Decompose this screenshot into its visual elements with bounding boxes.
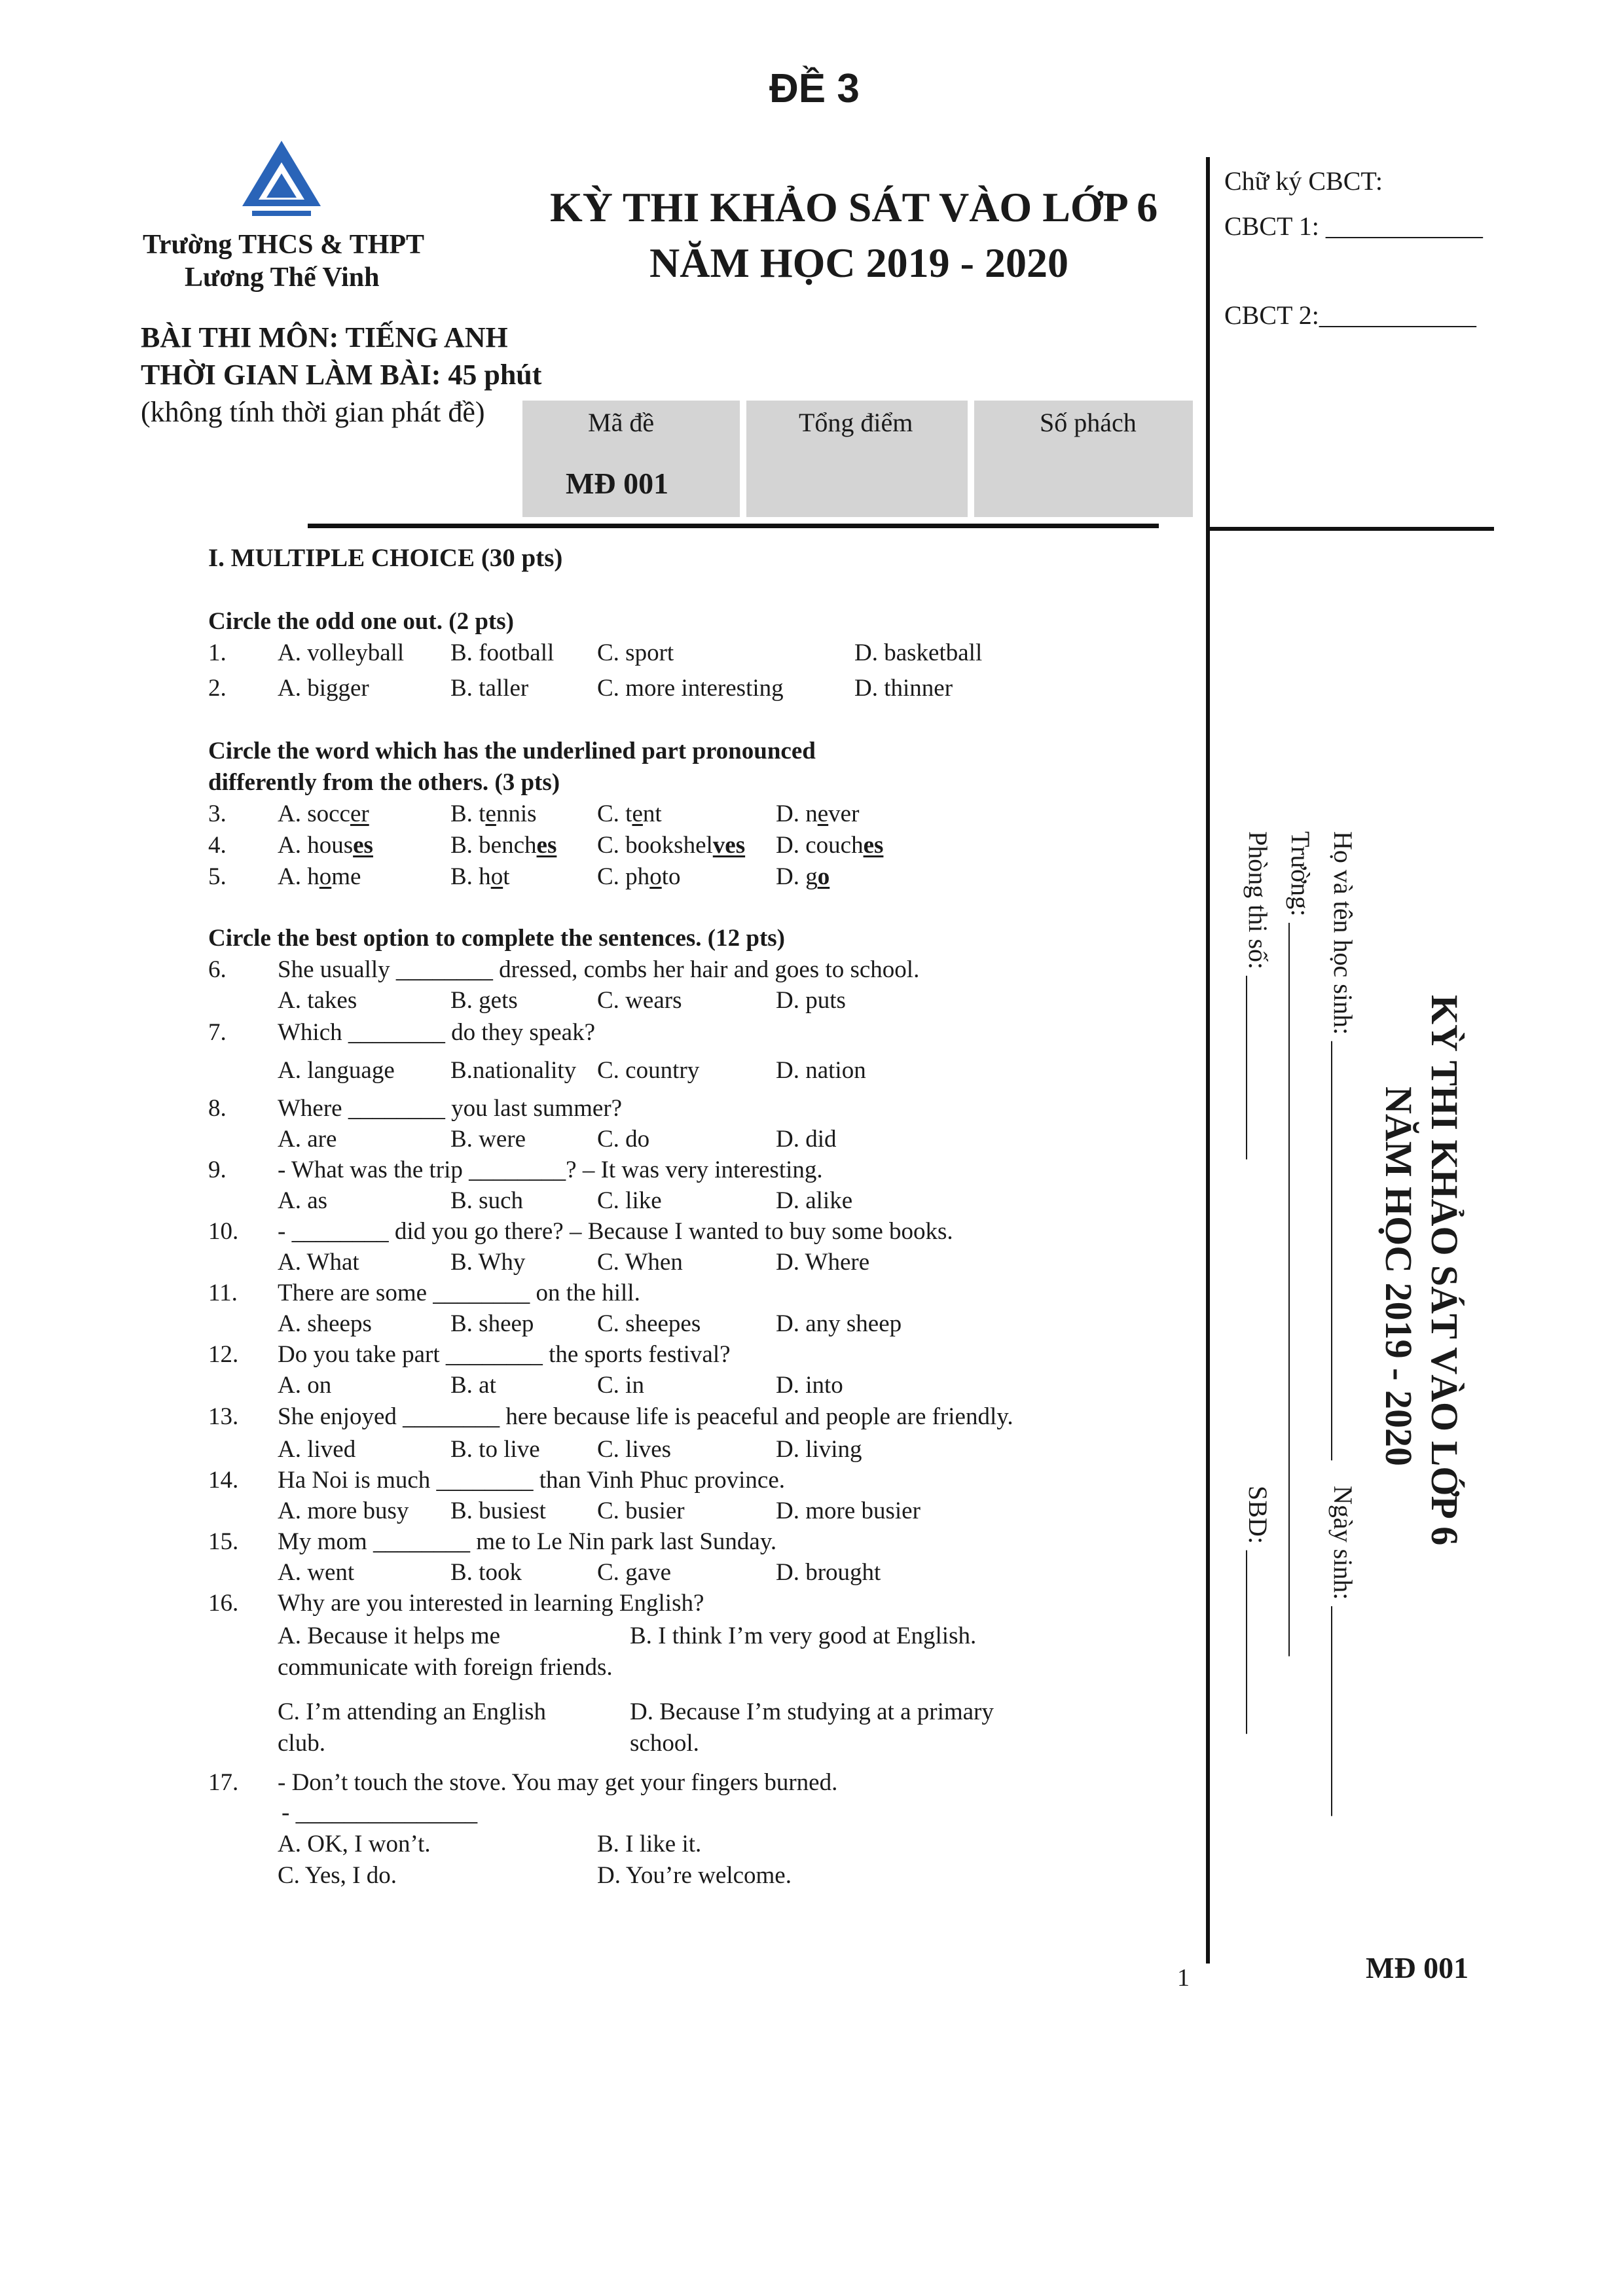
q10-stem: - ________ did you go there? – Because I wanted to buy some books.: [278, 1218, 953, 1245]
q12-opt-d: D. into: [776, 1372, 843, 1399]
q10-opt-b: B. Why: [450, 1249, 526, 1276]
q5-b-post: t: [503, 863, 510, 890]
q10-opt-a: A. What: [278, 1249, 359, 1276]
page-number: 1: [1177, 1964, 1190, 1992]
q5-a-underlined: o: [319, 863, 332, 890]
q12-stem: Do you take part ________ the sports festival?: [278, 1341, 731, 1368]
q1-opt-c: C. sport: [597, 639, 674, 666]
q16-opt-d-line2: school.: [630, 1730, 699, 1757]
exam-title-line1: KỲ THI KHẢO SÁT VÀO LỚP 6: [550, 184, 1158, 230]
q4-d-underlined: es: [863, 832, 884, 859]
triangle-logo-icon: [239, 137, 324, 223]
q3-b-pre: B. t: [450, 800, 486, 827]
q7-opt-a: A. language: [278, 1057, 395, 1084]
q16-opt-c-line2: club.: [278, 1730, 325, 1757]
q8-opt-b: B. were: [450, 1126, 526, 1153]
q5-d-underlined: o: [817, 863, 830, 890]
q14-stem: Ha Noi is much ________ than Vinh Phuc province.: [278, 1467, 786, 1494]
q7-opt-d: D. nation: [776, 1057, 866, 1084]
q11-stem: There are some ________ on the hill.: [278, 1280, 640, 1306]
so-phach-label: Số phách: [1040, 408, 1137, 437]
q12-num: 12.: [208, 1341, 239, 1368]
q1-num: 1.: [208, 639, 227, 666]
q1-opt-d: D. basketball: [854, 639, 983, 666]
q4-c-underlined: ves: [712, 832, 746, 859]
q6-num: 6.: [208, 956, 227, 983]
school-logo: [239, 137, 324, 223]
q3-num: 3.: [208, 800, 227, 827]
q5-c-underlined: o: [649, 863, 662, 890]
q4-num: 4.: [208, 832, 227, 859]
part-c-instruction: Circle the best option to complete the sentences. (12 pts): [208, 925, 785, 952]
q8-num: 8.: [208, 1095, 227, 1122]
q4-opt-a: [278, 831, 373, 860]
q15-stem: My mom ________ me to Le Nin park last Sunday.: [278, 1528, 777, 1555]
q11-opt-c: C. sheepes: [597, 1310, 701, 1337]
q3-a-pre: A. socc: [278, 800, 350, 827]
q17-blank: - _______________: [282, 1799, 478, 1826]
q2-opt-a: A. bigger: [278, 675, 369, 702]
q8-opt-c: C. do: [597, 1126, 650, 1153]
q9-num: 9.: [208, 1157, 227, 1183]
q3-c-post: nt: [642, 800, 662, 827]
q5-a-post: me: [331, 863, 361, 890]
q16-opt-a-line1: A. Because it helps me: [278, 1623, 501, 1649]
duration-note: (không tính thời gian phát đề): [141, 396, 485, 428]
q5-opt-d: [776, 863, 830, 891]
q16-stem: Why are you interested in learning English?: [278, 1590, 704, 1617]
subject: BÀI THI MÔN: TIẾNG ANH: [141, 321, 508, 353]
q14-opt-b: B. busiest: [450, 1498, 546, 1524]
q11-opt-a: A. sheeps: [278, 1310, 372, 1337]
q5-d-pre: D. g: [776, 863, 818, 890]
q13-num: 13.: [208, 1403, 239, 1430]
q17-opt-c: C. Yes, I do.: [278, 1862, 397, 1889]
q4-b-underlined: es: [536, 832, 557, 859]
q15-opt-c: C. gave: [597, 1559, 672, 1586]
q5-opt-c: [597, 863, 680, 891]
q2-opt-c: C. more interesting: [597, 675, 784, 702]
ma-de-label: Mã đề: [588, 408, 655, 437]
part-b-instruction-1: Circle the word which has the underlined part pronounced: [208, 738, 816, 764]
q12-opt-b: B. at: [450, 1372, 496, 1399]
q6-opt-d: D. puts: [776, 987, 846, 1014]
q15-opt-d: D. brought: [776, 1559, 881, 1586]
q9-opt-c: C. like: [597, 1187, 662, 1214]
q9-stem: - What was the trip ________? – It was very interesting.: [278, 1157, 823, 1183]
q10-opt-c: C. When: [597, 1249, 683, 1276]
q3-opt-b: [450, 800, 537, 829]
q4-a-underlined: es: [353, 832, 373, 859]
q7-opt-c: C. country: [597, 1057, 700, 1084]
tong-diem-box: [746, 401, 968, 517]
footer-code: MĐ 001: [1366, 1951, 1469, 1984]
q7-opt-b: B.nationality: [450, 1057, 577, 1084]
q17-opt-b: B. I like it.: [597, 1831, 702, 1857]
q4-b-pre: B. bench: [450, 832, 537, 859]
q8-stem: Where ________ you last summer?: [278, 1095, 623, 1122]
side-divider: [1206, 527, 1494, 531]
side-room: Phòng thi số: ______________: [1243, 831, 1273, 1160]
q4-opt-b: [450, 831, 556, 860]
q15-opt-a: A. went: [278, 1559, 355, 1586]
part-a-instruction: Circle the odd one out. (2 pts): [208, 608, 514, 635]
ma-de-value: MĐ 001: [566, 467, 669, 500]
q3-a-underlined: er: [350, 800, 369, 827]
q6-stem: She usually ________ dressed, combs her hair and goes to school.: [278, 956, 920, 983]
q14-num: 14.: [208, 1467, 239, 1494]
section1-title: I. MULTIPLE CHOICE: [208, 544, 475, 572]
q5-b-underlined: o: [490, 863, 503, 890]
q3-d-post: ver: [828, 800, 860, 827]
q10-opt-d: D. Where: [776, 1249, 870, 1276]
q1-opt-b: B. football: [450, 639, 555, 666]
q16-opt-b: B. I think I’m very good at English.: [630, 1623, 977, 1649]
q17-num: 17.: [208, 1769, 239, 1796]
q3-opt-d: [776, 800, 859, 829]
q3-b-underlined: e: [485, 800, 496, 827]
q4-c-pre: C. bookshel: [597, 832, 713, 859]
q7-stem: Which ________ do they speak?: [278, 1019, 595, 1046]
side-dob: Ngày sinh: ________________: [1328, 1486, 1358, 1816]
part-b-instruction-2: differently from the others. (3 pts): [208, 769, 560, 796]
q16-opt-d-line1: D. Because I’m studying at a primary: [630, 1698, 994, 1725]
q3-opt-c: [597, 800, 662, 829]
q12-opt-c: C. in: [597, 1372, 644, 1399]
cut-line: [1206, 157, 1210, 1964]
q3-b-post: nnis: [496, 800, 537, 827]
q2-opt-b: B. taller: [450, 675, 529, 702]
q13-opt-c: C. lives: [597, 1436, 672, 1463]
q5-c-post: to: [661, 863, 681, 890]
q2-num: 2.: [208, 675, 227, 702]
q13-opt-d: D. living: [776, 1436, 862, 1463]
q17-stem: - Don’t touch the stove. You may get your fingers burned.: [278, 1769, 838, 1796]
ma-de-box: [522, 401, 740, 517]
header-divider: [308, 524, 1159, 528]
duration: THỜI GIAN LÀM BÀI: 45 phút: [141, 359, 542, 391]
side-student-name: Họ và tên học sinh: ________________________________: [1328, 831, 1358, 1461]
q1-opt-a: A. volleyball: [278, 639, 405, 666]
q3-c-underlined: e: [632, 800, 643, 827]
page-label: ĐỀ 3: [769, 66, 860, 111]
q12-opt-a: A. on: [278, 1372, 332, 1399]
q9-opt-a: A. as: [278, 1187, 328, 1214]
cbct1-line: CBCT 1: ____________: [1224, 211, 1483, 241]
q13-opt-a: A. lived: [278, 1436, 356, 1463]
q11-opt-d: D. any sheep: [776, 1310, 902, 1337]
q6-opt-c: C. wears: [597, 987, 682, 1014]
q5-opt-a: [278, 863, 361, 891]
side-sbd: SBD: ______________: [1243, 1486, 1273, 1734]
q13-opt-b: B. to live: [450, 1436, 540, 1463]
q6-opt-b: B. gets: [450, 987, 518, 1014]
q10-num: 10.: [208, 1218, 239, 1245]
q9-opt-b: B. such: [450, 1187, 523, 1214]
q4-a-pre: A. hous: [278, 832, 354, 859]
q17-opt-a: A. OK, I won’t.: [278, 1831, 431, 1857]
q7-num: 7.: [208, 1019, 227, 1046]
q2-opt-d: D. thinner: [854, 675, 953, 702]
q6-opt-a: A. takes: [278, 987, 357, 1014]
invigilator-title: Chữ ký CBCT:: [1224, 166, 1383, 196]
q9-opt-d: D. alike: [776, 1187, 853, 1214]
q15-opt-b: B. took: [450, 1559, 522, 1586]
q16-opt-c-line1: C. I’m attending an English: [278, 1698, 547, 1725]
q17-opt-d: D. You’re welcome.: [597, 1862, 792, 1889]
q5-num: 5.: [208, 863, 227, 890]
q3-d-pre: D. n: [776, 800, 818, 827]
q5-a-pre: A. h: [278, 863, 319, 890]
school-name-line2: Lương Thế Vinh: [185, 262, 380, 293]
section1-title-wrap: [208, 543, 562, 573]
q5-c-pre: C. ph: [597, 863, 650, 890]
q14-opt-c: C. busier: [597, 1498, 685, 1524]
q3-opt-a: [278, 800, 369, 829]
q15-num: 15.: [208, 1528, 239, 1555]
so-phach-box: [974, 401, 1193, 517]
q3-d-underlined: e: [817, 800, 829, 827]
school-name-line1: Trường THCS & THPT: [143, 230, 425, 260]
q5-b-pre: B. h: [450, 863, 491, 890]
q4-opt-c: [597, 831, 745, 860]
q16-num: 16.: [208, 1590, 239, 1617]
side-school: Trường: ________________________________________________________: [1286, 831, 1315, 1657]
q11-opt-b: B. sheep: [450, 1310, 534, 1337]
exam-title-line2: NĂM HỌC 2019 - 2020: [649, 240, 1068, 286]
side-title-line1: KỲ THI KHẢO SÁT VÀO LỚP 6: [1423, 995, 1466, 1546]
tong-diem-label: Tổng điểm: [799, 408, 913, 437]
q3-c-pre: C. t: [597, 800, 632, 827]
q4-d-pre: D. couch: [776, 832, 864, 859]
q16-opt-a-line2: communicate with foreign friends.: [278, 1654, 613, 1681]
q4-opt-d: [776, 831, 883, 860]
side-title-line2: NĂM HỌC 2019 - 2020: [1377, 1086, 1420, 1466]
q11-num: 11.: [208, 1280, 238, 1306]
q8-opt-d: D. did: [776, 1126, 837, 1153]
q14-opt-d: D. more busier: [776, 1498, 921, 1524]
cbct2-line: CBCT 2:____________: [1224, 300, 1476, 330]
q5-opt-b: [450, 863, 509, 891]
section1-points: (30 pts): [481, 544, 563, 572]
q14-opt-a: A. more busy: [278, 1498, 409, 1524]
q8-opt-a: A. are: [278, 1126, 337, 1153]
q13-stem: She enjoyed ________ here because life is peaceful and people are friendly.: [278, 1403, 1013, 1430]
